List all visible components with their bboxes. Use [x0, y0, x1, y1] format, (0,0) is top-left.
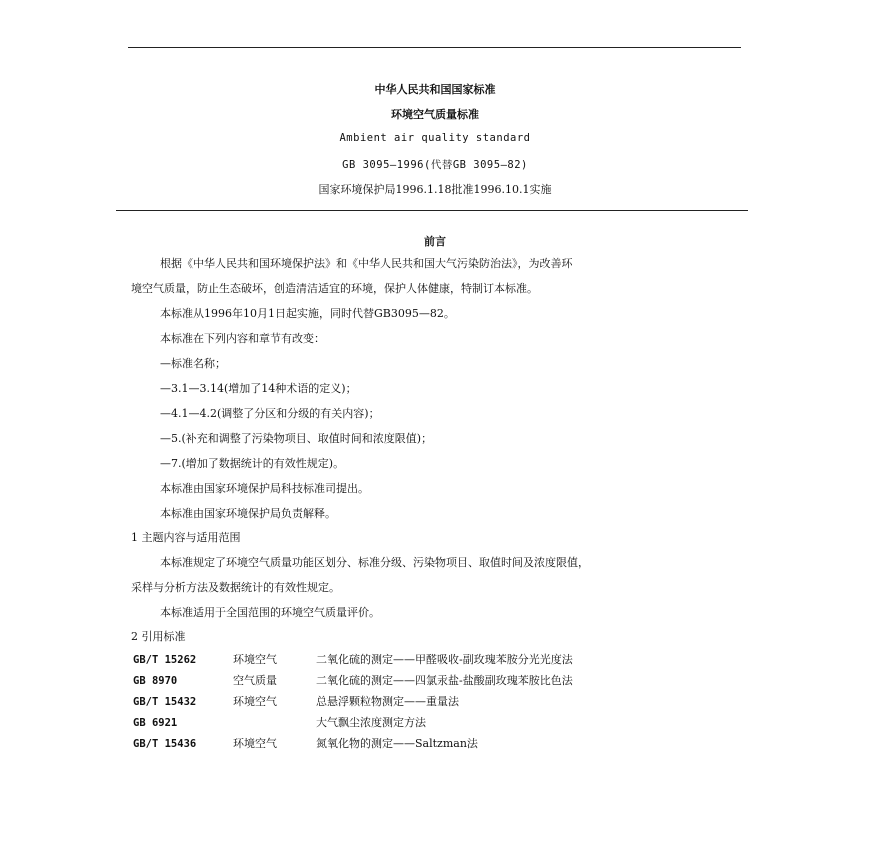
reference-code: GB/T 15432 — [133, 696, 197, 708]
foreword-line: 境空气质量，防止生态破坏，创造清洁适宜的环境，保护人体健康，特制订本标准。 — [131, 282, 538, 295]
standard-code: GB 3095—1996(代替GB 3095—82) — [342, 159, 528, 171]
reference-description: 氮氧化物的测定——Saltzman法 — [316, 737, 478, 750]
approval-line: 国家环境保护局1996.1.18批准1996.10.1实施 — [318, 183, 552, 196]
reference-code: GB 8970 — [133, 675, 178, 687]
reference-category: 环境空气 — [233, 737, 277, 750]
reference-description: 二氧化硫的测定——四氯汞盐-盐酸副玫瑰苯胺比色法 — [316, 674, 573, 687]
section-2-heading: 2 引用标准 — [131, 630, 186, 643]
english-title: Ambient air quality standard — [339, 132, 531, 144]
foreword-line: —标准名称； — [160, 357, 226, 370]
reference-description: 大气飘尘浓度测定方法 — [316, 716, 426, 729]
foreword-line: —4.1—4.2(调整了分区和分级的有关内容)； — [160, 407, 380, 420]
reference-category: 空气质量 — [233, 674, 277, 687]
section-1-line: 采样与分析方法及数据统计的有效性规定。 — [131, 581, 340, 594]
header-bottom-rule — [116, 210, 748, 211]
reference-description: 二氧化硫的测定——甲醛吸收-副玫瑰苯胺分光光度法 — [316, 653, 573, 666]
reference-code: GB 6921 — [133, 717, 178, 729]
foreword-line: —3.1—3.14(增加了14种术语的定义)； — [160, 382, 357, 395]
standard-national-title: 中华人民共和国国家标准 — [374, 83, 496, 96]
foreword-line: —7.(增加了数据统计的有效性规定)。 — [160, 457, 345, 470]
foreword-heading: 前言 — [424, 235, 446, 248]
top-rule — [128, 47, 741, 48]
foreword-line: 根据《中华人民共和国环境保护法》和《中华人民共和国大气污染防治法》，为改善环 — [160, 257, 573, 270]
section-1-heading: 1 主题内容与适用范围 — [131, 531, 241, 544]
section-1-line: 本标准适用于全国范围的环境空气质量评价。 — [160, 606, 380, 619]
foreword-line: 本标准由国家环境保护局负责解释。 — [160, 507, 336, 520]
section-1-line: 本标准规定了环境空气质量功能区划分、标准分级、污染物项目、取值时间及浓度限值， — [160, 556, 589, 569]
foreword-line: 本标准从1996年10月1日起实施，同时代替GB3095—82。 — [160, 307, 455, 320]
reference-code: GB/T 15436 — [133, 738, 197, 750]
reference-category: 环境空气 — [233, 653, 277, 666]
reference-category: 环境空气 — [233, 695, 277, 708]
standard-title: 环境空气质量标准 — [391, 108, 479, 121]
reference-code: GB/T 15262 — [133, 654, 197, 666]
foreword-line: 本标准由国家环境保护局科技标准司提出。 — [160, 482, 369, 495]
foreword-line: —5.(补充和调整了污染物项目、取值时间和浓度限值)； — [160, 432, 433, 445]
reference-description: 总悬浮颗粒物测定——重量法 — [316, 695, 459, 708]
foreword-line: 本标准在下列内容和章节有改变： — [160, 332, 325, 345]
